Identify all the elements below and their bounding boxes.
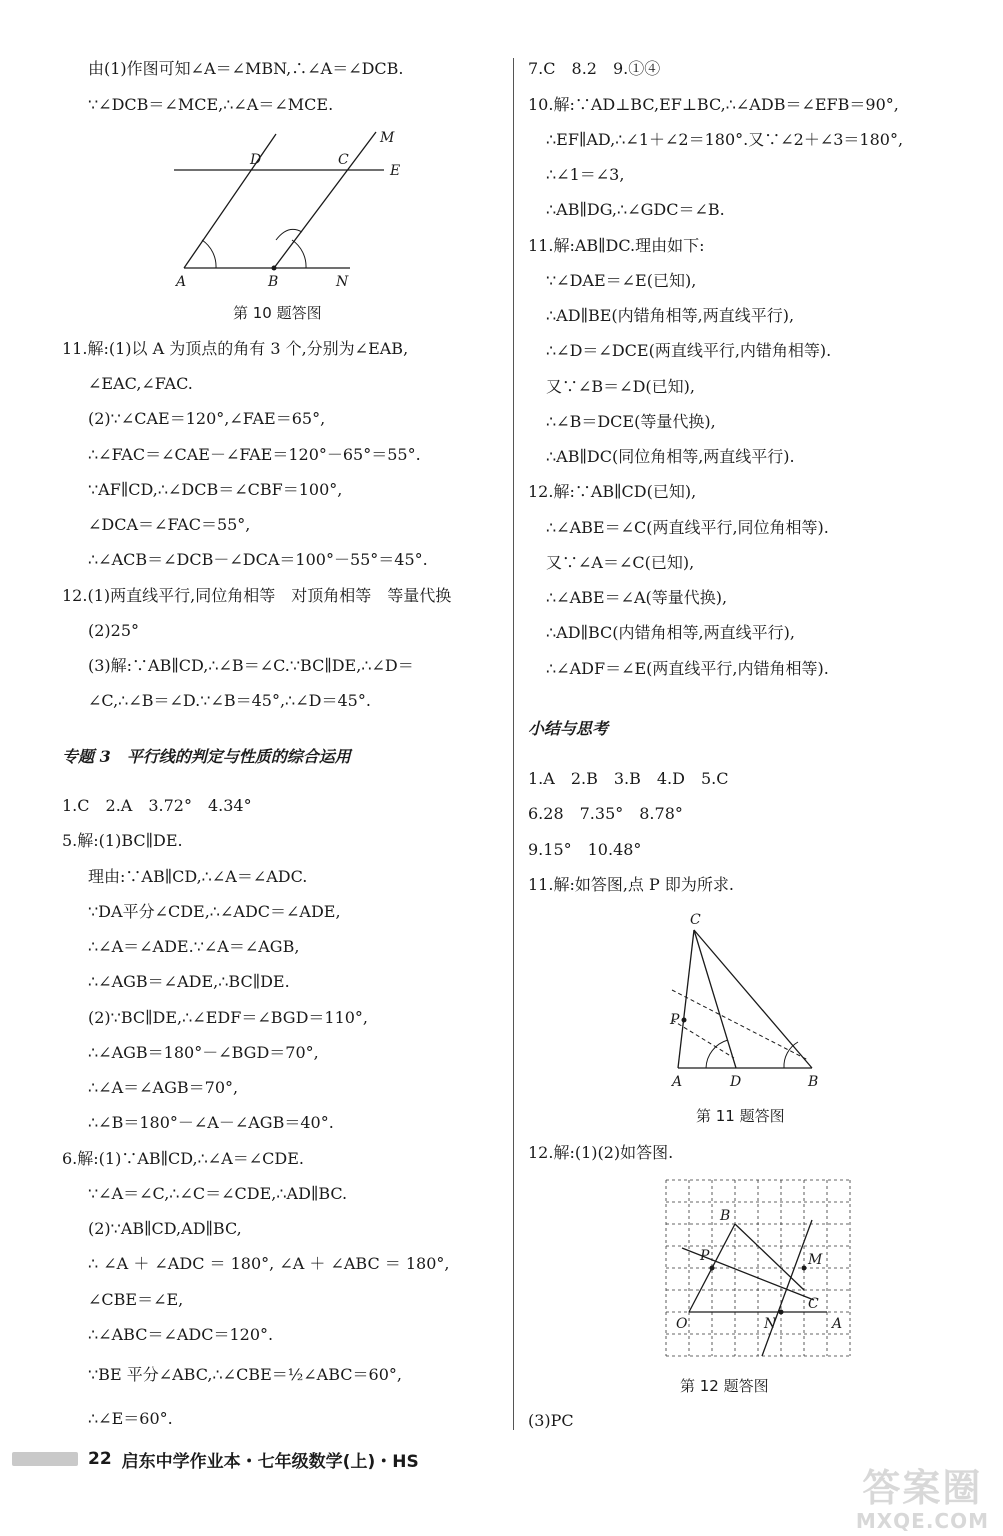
text-line: 12.解:∵AB∥CD(已知), [528,482,697,501]
page-number: 22 [88,1449,112,1469]
text-line: ∴∠D＝∠DCE(两直线平行,内错角相等). [546,341,832,360]
figure-10 [168,128,488,293]
figure-12 [664,1178,854,1360]
label-b: B [268,274,279,290]
point-p [710,1266,715,1271]
text-line: ∴EF∥AD,∴∠1＋∠2＝180°.又∵∠2＋∠3＝180°, [546,130,904,149]
label-c: C [690,912,701,928]
arc-b [292,240,306,268]
text-line: 11.解:(1)以 A 为顶点的角有 3 个,分别为∠EAB, [62,339,409,358]
text-line: ∴∠ABE＝∠C(两直线平行,同位角相等). [546,518,829,537]
label-e: E [390,163,401,179]
text-line: ∴∠A＝∠ADE.∵∠A＝∠AGB, [88,937,300,956]
point-n [779,1310,784,1315]
text-line: ∴∠FAC＝∠CAE－∠FAE＝120°－65°＝55°. [88,445,421,464]
text-line: ∴∠E＝60°. [88,1409,173,1428]
line-ad [184,134,276,268]
label-b: B [808,1074,819,1090]
segment-bc [735,1224,804,1290]
dashed-grid [666,1180,850,1356]
point-m [802,1266,807,1271]
text-line: ∠DCA＝∠FAC＝55°, [88,515,251,534]
figure-11-caption: 第 11 题答图 [696,1107,785,1125]
text-line: 12.解:(1)(2)如答图. [528,1143,674,1162]
text-line: 11.解:如答图,点 P 即为所求. [528,875,734,894]
text-line: 12.(1)两直线平行,同位角相等 对顶角相等 等量代换 [62,586,452,605]
text-line: ∴∠1＝∠3, [546,165,625,184]
dashed-line-1 [672,990,808,1060]
text-line: ∴AB∥DG,∴∠GDC＝∠B. [546,200,725,219]
section-title: 专题 3 平行线的判定与性质的综合运用 [62,747,351,766]
column-divider [513,58,514,1430]
label-m: M [380,130,395,146]
figure-12-caption: 第 12 题答图 [680,1377,769,1395]
watermark-line1: 答案圈 [862,1466,983,1510]
label-p: P [670,1012,680,1028]
text-line: 1.C 2.A 3.72° 4.34° [62,796,252,815]
text-line: ∠EAC,∠FAC. [88,374,193,393]
arc-a [202,240,216,268]
point-b [272,266,277,271]
text-line: ∵∠DCB＝∠MCE,∴∠A＝∠MCE. [88,95,334,114]
label-n: N [336,274,349,290]
side-cb [694,930,812,1068]
text-line: ∴AD∥BE(内错角相等,两直线平行), [546,306,795,325]
label-m: M [808,1252,823,1268]
text-line: ∠CBE＝∠E, [88,1290,184,1309]
text-line: (2)∵BC∥DE,∴∠EDF＝∠BGD＝110°, [88,1008,369,1027]
watermark-line2: MXQE.COM [855,1508,989,1533]
label-c: C [338,152,349,168]
section-title: 小结与思考 [528,719,609,738]
watermark-logo [856,1468,989,1532]
line-bm [274,132,376,268]
text-line: ∴∠AGB＝∠ADE,∴BC∥DE. [88,972,290,991]
text-line: 1.A 2.B 3.B 4.D 5.C [528,769,729,788]
figure-11 [668,908,828,1093]
text-line: ∴∠ACB＝∠DCB－∠DCA＝100°－55°＝45°. [88,550,428,569]
footer-bar [12,1452,78,1466]
label-b: B [720,1208,731,1224]
text-line: ∵AF∥CD,∴∠DCB＝∠CBF＝100°, [88,480,343,499]
text-line: 10.解:∵AD⊥BC,EF⊥BC,∴∠ADB＝∠EFB＝90°, [528,95,899,114]
text-line: 6.28 7.35° 8.78° [528,804,683,823]
point-p [682,1018,687,1023]
text-line: ∴∠B＝DCE(等量代换), [546,412,716,431]
label-a: A [832,1316,843,1332]
text-line: ∴AB∥DC(同位角相等,两直线平行). [546,447,795,466]
text-line: (3)PC [528,1411,574,1430]
text-line: (2)∵∠CAE＝120°,∠FAE＝65°, [88,409,326,428]
text-line: ∴∠ADF＝∠E(两直线平行,内错角相等). [546,659,829,678]
label-a: A [672,1074,683,1090]
text-line: 6.解:(1)∵AB∥CD,∴∠A＝∠CDE. [62,1149,304,1168]
text-line: (3)解:∵AB∥CD,∴∠B＝∠C.∵BC∥DE,∴∠D＝ [88,656,414,675]
label-p: P [700,1248,710,1264]
text-line: ∴∠AGB＝180°－∠BGD＝70°, [88,1043,319,1062]
text-line: ∴∠ABE＝∠A(等量代换), [546,588,728,607]
arc-construct [276,229,302,240]
line-mn [762,1220,812,1356]
figure-10-caption: 第 10 题答图 [233,304,322,322]
text-line: ∴∠ABC＝∠ADC＝120°. [88,1325,274,1344]
label-d: D [250,152,262,168]
text-line: ∵∠DAE＝∠E(已知), [546,271,697,290]
text-line: 又∵∠A＝∠C(已知), [546,553,695,572]
text-line: (2)∵AB∥CD,AD∥BC, [88,1219,242,1238]
text-line: ∴ ∠A ＋ ∠ADC ＝ 180°, ∠A ＋ ∠ABC ＝ 180°, [88,1254,450,1273]
label-c: C [808,1296,819,1312]
text-line: ∴∠A＝∠AGB＝70°, [88,1078,239,1097]
text-line: 由(1)作图可知∠A＝∠MBN,∴∠A＝∠DCB. [88,59,404,78]
text-line: ∴∠B＝180°－∠A－∠AGB＝40°. [88,1113,334,1132]
text-line: 11.解:AB∥DC.理由如下: [528,236,705,255]
text-line: 9.15° 10.48° [528,840,642,859]
text-line: 理由:∵AB∥CD,∴∠A＝∠ADC. [88,867,308,886]
text-line: ∴AD∥BC(内错角相等,两直线平行), [546,623,795,642]
label-d: D [730,1074,742,1090]
arc-b [784,1042,798,1068]
arc-d [706,1040,728,1068]
text-line: ∵DA平分∠CDE,∴∠ADC＝∠ADE, [88,902,341,921]
text-line: ∵∠A＝∠C,∴∠C＝∠CDE,∴AD∥BC. [88,1184,348,1203]
text-line: (2)25° [88,621,140,640]
text-line: 5.解:(1)BC∥DE. [62,831,183,850]
text-line: 7.C 8.2 9.①④ [528,59,661,78]
text-line: ∠C,∴∠B＝∠D.∵∠B＝45°,∴∠D＝45°. [88,691,371,710]
label-o: O [676,1316,688,1332]
label-n: N [764,1316,777,1332]
text-line: ∵BE 平分∠ABC,∴∠CBE＝½∠ABC＝60°, [88,1365,402,1384]
label-a: A [176,274,187,290]
text-line: 又∵∠B＝∠D(已知), [546,377,695,396]
page-footer [12,1446,419,1472]
book-title: 启东中学作业本・七年级数学(上)・HS [121,1451,419,1472]
side-ca [678,930,694,1068]
